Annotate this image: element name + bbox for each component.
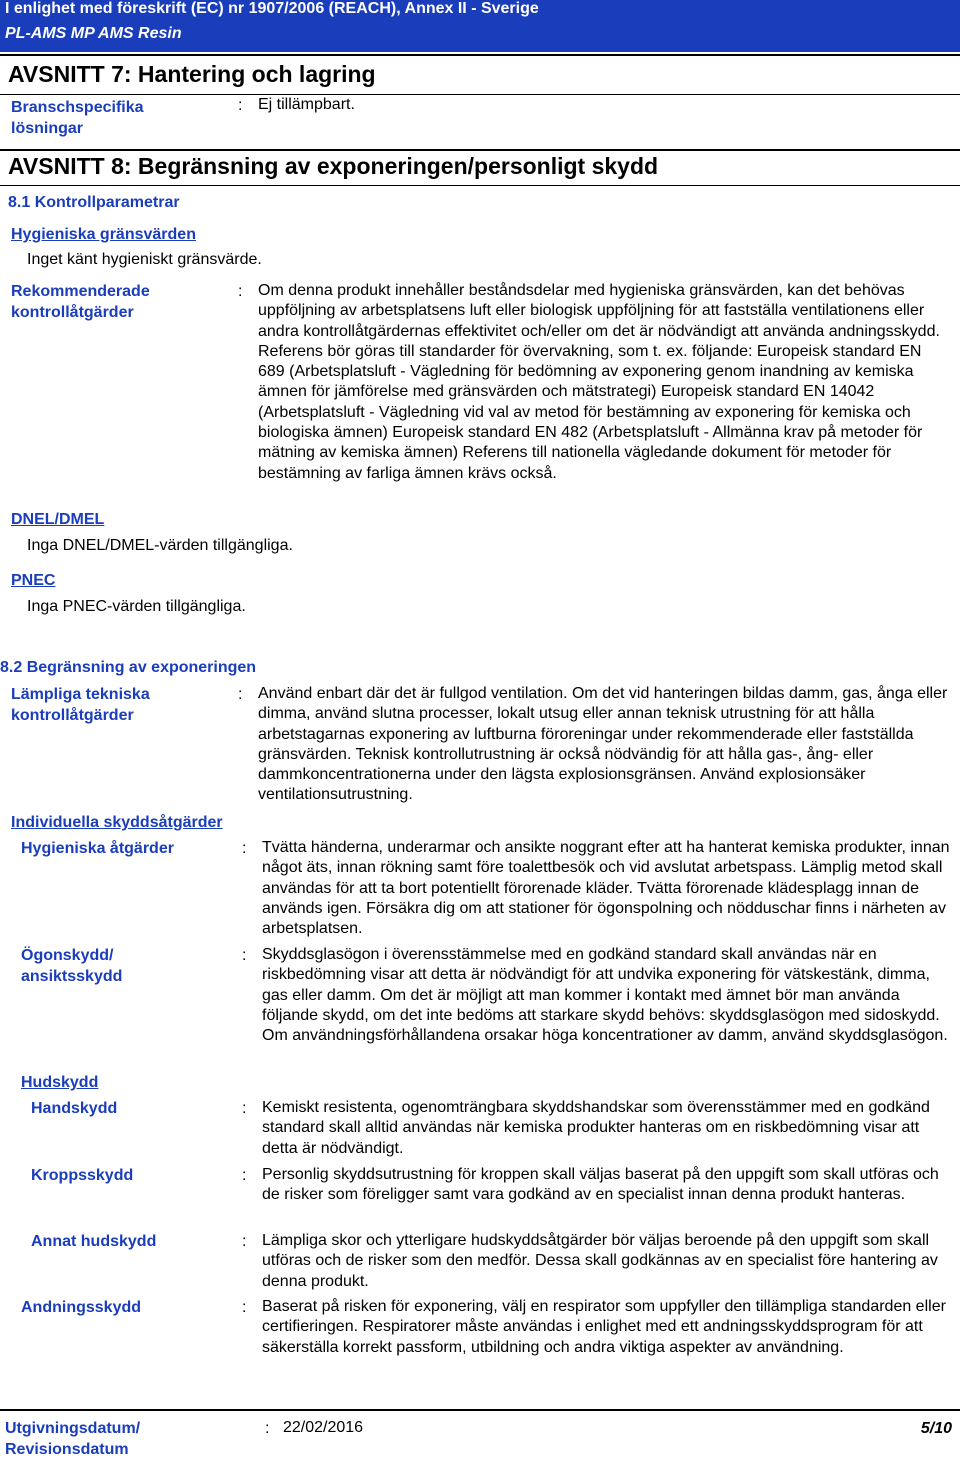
skin-protection-label: Hudskydd [21,1074,99,1091]
eye-protection-text: Skyddsglasögon i överensstämmelse med en godkänd standard skall användas när en riskbedömning visar att detta är nödvändigt för att undvika exponering för vätskestänk, dimma, gas eller damm. Om det är möjligt att man kommer i kontakt med ämnet bör man använda följande skydd, om det inte bedöms att starkare skydd behövs: skyddsglasögon med sidoskydd. Om användningsförhållandena orsakar höga koncentrationer av damm, använd skyddsglasögon. [262,946,948,1045]
colon: : [238,97,243,114]
colon: : [242,947,247,964]
recommended-controls-label: Rekommenderade kontrollåtgärder [11,283,150,321]
branch-value: Ej tillämpbart. [258,96,355,113]
colon: : [265,1420,270,1437]
hygiene-limits-text: Inget känt hygieniskt gränsvärde. [27,251,262,268]
pnec-label: PNEC [11,572,56,589]
colon: : [242,1233,247,1250]
hygiene-limits-label: Hygieniska gränsvärden [11,226,196,243]
dnel-text: Inga DNEL/DMEL-värden tillgängliga. [27,537,293,554]
issue-date-label: Utgivningsdatum/ Revisionsdatum [5,1420,141,1458]
section8-title: AVSNITT 8: Begränsning av exponeringen/personligt skydd [8,153,659,179]
colon: : [238,283,243,300]
hand-protection-text: Kemiskt resistenta, ogenomträngbara skyddshandskar som överensstämmer med en godkänd standard skall alltid användas när kemiska produkter hanteras om en riskbedömning visar att detta är nödvändigt. [262,1099,930,1157]
other-skin-protection-text: Lämpliga skor och ytterligare hudskyddsåtgärder bör väljas beroende på den uppgift som skall utföras och de risker som den medför. Dessa skall godkännas av en specialist före hantering av denna produkt. [262,1232,938,1290]
issue-date-value: 22/02/2016 [283,1419,364,1436]
colon: : [242,840,247,857]
colon: : [242,1167,247,1184]
hand-protection-label: Handskydd [31,1100,118,1117]
subsection-8-2-title: 8.2 Begränsning av exponeringen [0,659,257,676]
hygiene-measures-text: Tvätta händerna, underarmar och ansikte noggrant efter att ha hanterat kemiska produkter, innan något äts, innan rökning samt före toalettbesök och vid avslutat arbetspass. Lämplig metod skall användas för att ta bort potentiellt förorenade kläder. Tvätta förorenade klädesplagg innan de används igen. Försäkra dig om att stationer för ögonspolning och nödduschar finns i närheten av arbetsplatsen. [262,839,950,938]
colon: : [238,686,243,703]
footer-divider [0,1409,960,1411]
body-protection-text: Personlig skyddsutrustning för kroppen skall väljas baserat på den uppgift som skall utföras och de risker som föreligger samt vara godkänd av en specialist innan denna produkt hanteras. [262,1166,939,1204]
eye-protection-label: Ögonskydd/ ansiktsskydd [21,947,123,985]
regulation-title: I enlighet med föreskrift (EC) nr 1907/2006 (REACH), Annex II - Sverige [5,0,539,17]
pnec-text: Inga PNEC-värden tillgängliga. [27,598,246,615]
respiratory-protection-label: Andningsskydd [21,1299,142,1316]
technical-controls-text: Använd enbart där det är fullgod ventilation. Om det vid hanteringen bildas damm, gas, ånga eller dimma, använd slutna processer, lokalt utsug eller annan teknisk utrustning för att hålla arbetstagarnas exponering av luftburna föroreningar under rekommenderade eller fastställda gränsvärden. Teknisk kontrollutrustning är också nödvändig för att hålla gas-, ång- eller dammkoncentrationerna under den lägsta explosionsgränsen. Använd explosionsäker ventilationsutrustning. [258,685,948,804]
colon: : [242,1100,247,1117]
technical-controls-label: Lämpliga tekniska kontrollåtgärder [11,686,150,724]
subsection-8-1-title: 8.1 Kontrollparametrar [8,194,180,211]
section7-title: AVSNITT 7: Hantering och lagring [8,61,376,87]
respiratory-protection-text: Baserat på risken för exponering, välj en respirator som uppfyller den tillämpliga standarden eller certifieringen. Respiratorer måste användas i enlighet med ett andningsskyddsprogram för att säkerställa korrekt passform, utbildning och andra viktiga aspekter av användning. [262,1298,946,1356]
dnel-label: DNEL/DMEL [11,511,105,528]
individual-protection-label: Individuella skyddsåtgärder [11,814,223,831]
colon: : [242,1299,247,1316]
page-number: 5/10 [920,1420,952,1437]
other-skin-protection-label: Annat hudskydd [31,1233,157,1250]
body-protection-label: Kroppsskydd [31,1167,134,1184]
hygiene-measures-label: Hygieniska åtgärder [21,840,174,857]
product-name: PL-AMS MP AMS Resin [5,25,182,42]
recommended-controls-text: Om denna produkt innehåller beståndsdelar med hygieniska gränsvärden, kan det behövas uppföljning av arbetsplatsens luft eller biologisk uppföljning för att fastställa ventilationens eller andra kontrollåtgärdernas effektivitet och/eller om det är nödvändigt att använda andningsskydd. Referens bör göras till standarder för övervakning, som t. ex. följande: Europeisk standard EN 689 (Arbetsplatsluft - Vägledning för bedömning av exponering genom inandning av kemiska ämnen för jämförelse med gränsvärden och mätstrategi) Europeisk standard EN 14042 (Arbetsplatsluft - Vägledning vid val av metod för bestämning av exponering för kemiska och biologiska ämnen) Europeisk standard EN 482 (Arbetsplatsluft - Allmänna krav på metoder för mätning av kemiska ämnen) Referens till nationella vägledande dokument för metoder för bestämning av farliga ämnen krävs också. [258,282,940,482]
branch-label: Branschspecifika lösningar [11,99,144,137]
